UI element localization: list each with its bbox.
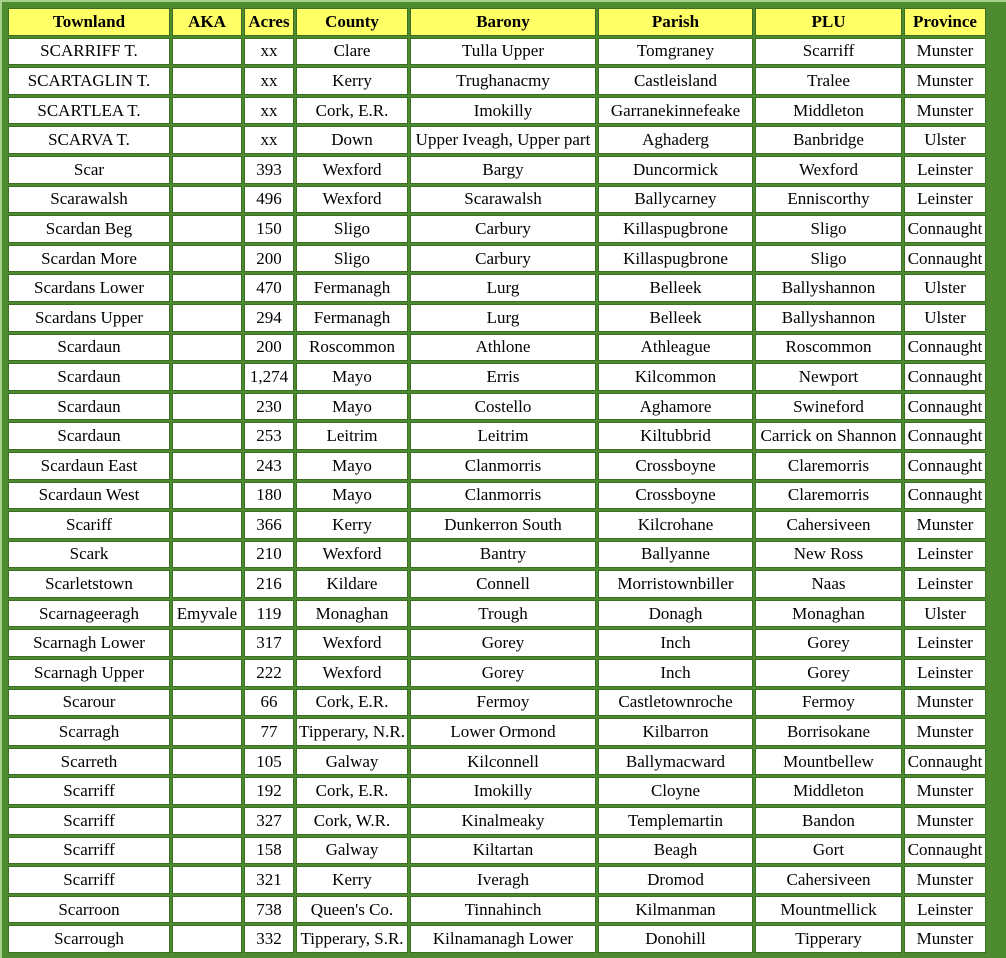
townland-cell: Scarreth [8, 748, 170, 776]
aka-cell [172, 452, 242, 480]
parish-cell: Aghaderg [598, 126, 753, 154]
barony-cell: Fermoy [410, 689, 596, 717]
county-cell: Wexford [296, 659, 408, 687]
plu-cell: Scarriff [755, 38, 902, 66]
table-row [8, 334, 986, 362]
townland-cell: Scarragh [8, 718, 170, 746]
aka-cell [172, 511, 242, 539]
acres-cell: 119 [244, 600, 294, 628]
table-row [8, 718, 986, 746]
barony-cell: Tulla Upper [410, 38, 596, 66]
aka-cell [172, 97, 242, 125]
province-cell: Munster [904, 511, 986, 539]
acres-cell: 470 [244, 274, 294, 302]
aka-cell [172, 67, 242, 95]
province-cell: Munster [904, 67, 986, 95]
column-header-barony[interactable]: Barony [410, 8, 596, 36]
acres-cell: 1,274 [244, 363, 294, 391]
townland-cell: SCARTAGLIN T. [8, 67, 170, 95]
barony-cell: Imokilly [410, 97, 596, 125]
townland-cell: Scarroon [8, 896, 170, 924]
aka-cell [172, 304, 242, 332]
barony-cell: Kinalmeaky [410, 807, 596, 835]
column-header-parish[interactable]: Parish [598, 8, 753, 36]
aka-cell [172, 866, 242, 894]
parish-cell: Killaspugbrone [598, 215, 753, 243]
plu-cell: Enniscorthy [755, 186, 902, 214]
province-cell: Ulster [904, 600, 986, 628]
acres-cell: 105 [244, 748, 294, 776]
parish-cell: Inch [598, 629, 753, 657]
acres-cell: 150 [244, 215, 294, 243]
county-cell: Kerry [296, 67, 408, 95]
aka-cell [172, 156, 242, 184]
barony-cell: Lurg [410, 304, 596, 332]
table-row [8, 807, 986, 835]
townland-cell: Scardaun West [8, 482, 170, 510]
province-cell: Munster [904, 689, 986, 717]
barony-cell: Erris [410, 363, 596, 391]
province-cell: Leinster [904, 659, 986, 687]
table-row [8, 186, 986, 214]
aka-cell [172, 896, 242, 924]
province-cell: Connaught [904, 334, 986, 362]
parish-cell: Belleek [598, 304, 753, 332]
aka-cell [172, 186, 242, 214]
plu-cell: Mountmellick [755, 896, 902, 924]
province-cell: Connaught [904, 393, 986, 421]
county-cell: Sligo [296, 245, 408, 273]
acres-cell: 738 [244, 896, 294, 924]
parish-cell: Cloyne [598, 777, 753, 805]
column-header-province[interactable]: Province [904, 8, 986, 36]
county-cell: Mayo [296, 452, 408, 480]
plu-cell: Tralee [755, 67, 902, 95]
county-cell: Cork, E.R. [296, 97, 408, 125]
townland-cell: Scardans Upper [8, 304, 170, 332]
acres-cell: 294 [244, 304, 294, 332]
table-row [8, 452, 986, 480]
table-row [8, 629, 986, 657]
table-row [8, 126, 986, 154]
county-cell: Wexford [296, 156, 408, 184]
acres-cell: 496 [244, 186, 294, 214]
plu-cell: Ballyshannon [755, 304, 902, 332]
acres-cell: 210 [244, 541, 294, 569]
barony-cell: Kiltartan [410, 837, 596, 865]
parish-cell: Donohill [598, 925, 753, 953]
parish-cell: Templemartin [598, 807, 753, 835]
aka-cell [172, 541, 242, 569]
table-row [8, 689, 986, 717]
barony-cell: Leitrim [410, 422, 596, 450]
county-cell: Leitrim [296, 422, 408, 450]
plu-cell: New Ross [755, 541, 902, 569]
province-cell: Munster [904, 38, 986, 66]
plu-cell: Roscommon [755, 334, 902, 362]
plu-cell: Tipperary [755, 925, 902, 953]
aka-cell [172, 215, 242, 243]
acres-cell: xx [244, 97, 294, 125]
plu-cell: Middleton [755, 97, 902, 125]
plu-cell: Bandon [755, 807, 902, 835]
barony-cell: Upper Iveagh, Upper part [410, 126, 596, 154]
county-cell: Roscommon [296, 334, 408, 362]
table-row [8, 511, 986, 539]
county-cell: Fermanagh [296, 304, 408, 332]
plu-cell: Middleton [755, 777, 902, 805]
county-cell: Monaghan [296, 600, 408, 628]
county-cell: Cork, W.R. [296, 807, 408, 835]
column-header-townland[interactable]: Townland [8, 8, 170, 36]
acres-cell: 321 [244, 866, 294, 894]
column-header-acres[interactable]: Acres [244, 8, 294, 36]
barony-cell: Connell [410, 570, 596, 598]
table-row [8, 274, 986, 302]
townland-cell: Scarriff [8, 837, 170, 865]
plu-cell: Claremorris [755, 482, 902, 510]
townland-cell: Scarletstown [8, 570, 170, 598]
province-cell: Leinster [904, 896, 986, 924]
acres-cell: 180 [244, 482, 294, 510]
province-cell: Leinster [904, 629, 986, 657]
province-cell: Ulster [904, 274, 986, 302]
table-row [8, 245, 986, 273]
acres-cell: 243 [244, 452, 294, 480]
province-cell: Connaught [904, 452, 986, 480]
parish-cell: Kilbarron [598, 718, 753, 746]
county-cell: Mayo [296, 363, 408, 391]
plu-cell: Gorey [755, 659, 902, 687]
province-cell: Ulster [904, 304, 986, 332]
parish-cell: Beagh [598, 837, 753, 865]
townland-cell: Scarriff [8, 866, 170, 894]
parish-cell: Morristownbiller [598, 570, 753, 598]
aka-cell [172, 659, 242, 687]
plu-cell: Mountbellew [755, 748, 902, 776]
plu-cell: Sligo [755, 245, 902, 273]
table-row [8, 422, 986, 450]
aka-cell [172, 38, 242, 66]
townland-cell: SCARVA T. [8, 126, 170, 154]
barony-cell: Trughanacmy [410, 67, 596, 95]
header-row [8, 8, 986, 36]
county-cell: Wexford [296, 629, 408, 657]
province-cell: Leinster [904, 186, 986, 214]
parish-cell: Dromod [598, 866, 753, 894]
townland-cell: Scarawalsh [8, 186, 170, 214]
townland-cell: Scardaun [8, 393, 170, 421]
county-cell: Cork, E.R. [296, 689, 408, 717]
barony-cell: Scarawalsh [410, 186, 596, 214]
townland-cell: Scarour [8, 689, 170, 717]
province-cell: Munster [904, 718, 986, 746]
barony-cell: Carbury [410, 245, 596, 273]
parish-cell: Kilcrohane [598, 511, 753, 539]
acres-cell: 216 [244, 570, 294, 598]
barony-cell: Clanmorris [410, 452, 596, 480]
column-header-aka[interactable]: AKA [172, 8, 242, 36]
barony-cell: Imokilly [410, 777, 596, 805]
aka-cell [172, 422, 242, 450]
table-row [8, 67, 986, 95]
acres-cell: 393 [244, 156, 294, 184]
province-cell: Leinster [904, 541, 986, 569]
parish-cell: Ballycarney [598, 186, 753, 214]
barony-cell: Kilconnell [410, 748, 596, 776]
aka-cell [172, 748, 242, 776]
aka-cell [172, 777, 242, 805]
barony-cell: Gorey [410, 659, 596, 687]
parish-cell: Kilcommon [598, 363, 753, 391]
aka-cell [172, 689, 242, 717]
parish-cell: Killaspugbrone [598, 245, 753, 273]
column-header-plu[interactable]: PLU [755, 8, 902, 36]
aka-cell [172, 393, 242, 421]
aka-cell [172, 807, 242, 835]
aka-cell [172, 274, 242, 302]
table-row [8, 570, 986, 598]
acres-cell: 366 [244, 511, 294, 539]
townland-cell: SCARRIFF T. [8, 38, 170, 66]
aka-cell [172, 629, 242, 657]
townland-cell: Scark [8, 541, 170, 569]
parish-cell: Donagh [598, 600, 753, 628]
townland-cell: Scardaun [8, 363, 170, 391]
province-cell: Connaught [904, 422, 986, 450]
aka-cell [172, 363, 242, 391]
parish-cell: Duncormick [598, 156, 753, 184]
aka-cell [172, 126, 242, 154]
townland-cell: Scar [8, 156, 170, 184]
plu-cell: Swineford [755, 393, 902, 421]
barony-cell: Dunkerron South [410, 511, 596, 539]
parish-cell: Garranekinnefeake [598, 97, 753, 125]
county-cell: Down [296, 126, 408, 154]
barony-cell: Gorey [410, 629, 596, 657]
plu-cell: Cahersiveen [755, 866, 902, 894]
table-row [8, 659, 986, 687]
barony-cell: Lurg [410, 274, 596, 302]
parish-cell: Athleague [598, 334, 753, 362]
aka-cell [172, 718, 242, 746]
table-row [8, 866, 986, 894]
aka-cell [172, 482, 242, 510]
acres-cell: 327 [244, 807, 294, 835]
table-row [8, 156, 986, 184]
province-cell: Munster [904, 777, 986, 805]
table-row [8, 482, 986, 510]
acres-cell: 200 [244, 245, 294, 273]
townland-cell: Scardans Lower [8, 274, 170, 302]
table-body [8, 38, 986, 953]
county-cell: Tipperary, N.R. [296, 718, 408, 746]
table-row [8, 748, 986, 776]
province-cell: Connaught [904, 482, 986, 510]
barony-cell: Kilnamanagh Lower [410, 925, 596, 953]
table-row [8, 837, 986, 865]
barony-cell: Lower Ormond [410, 718, 596, 746]
townland-cell: Scardaun East [8, 452, 170, 480]
province-cell: Connaught [904, 837, 986, 865]
barony-cell: Bargy [410, 156, 596, 184]
acres-cell: xx [244, 67, 294, 95]
plu-cell: Ballyshannon [755, 274, 902, 302]
table-row [8, 304, 986, 332]
table-row [8, 541, 986, 569]
plu-cell: Carrick on Shannon [755, 422, 902, 450]
acres-cell: xx [244, 126, 294, 154]
townland-cell: Scariff [8, 511, 170, 539]
barony-cell: Tinnahinch [410, 896, 596, 924]
county-cell: Galway [296, 748, 408, 776]
townland-cell: Scardan More [8, 245, 170, 273]
parish-cell: Crossboyne [598, 482, 753, 510]
parish-cell: Castleisland [598, 67, 753, 95]
acres-cell: 230 [244, 393, 294, 421]
county-cell: Fermanagh [296, 274, 408, 302]
province-cell: Connaught [904, 748, 986, 776]
province-cell: Leinster [904, 570, 986, 598]
townland-table [6, 6, 988, 955]
plu-cell: Wexford [755, 156, 902, 184]
county-cell: Galway [296, 837, 408, 865]
acres-cell: 158 [244, 837, 294, 865]
plu-cell: Gorey [755, 629, 902, 657]
barony-cell: Carbury [410, 215, 596, 243]
aka-cell [172, 570, 242, 598]
column-header-county[interactable]: County [296, 8, 408, 36]
barony-cell: Athlone [410, 334, 596, 362]
county-cell: Sligo [296, 215, 408, 243]
table-row [8, 363, 986, 391]
province-cell: Connaught [904, 215, 986, 243]
province-cell: Munster [904, 97, 986, 125]
plu-cell: Borrisokane [755, 718, 902, 746]
table-row [8, 777, 986, 805]
plu-cell: Monaghan [755, 600, 902, 628]
table-row [8, 393, 986, 421]
aka-cell: Emyvale [172, 600, 242, 628]
townland-cell: SCARTLEA T. [8, 97, 170, 125]
plu-cell: Banbridge [755, 126, 902, 154]
barony-cell: Clanmorris [410, 482, 596, 510]
plu-cell: Fermoy [755, 689, 902, 717]
barony-cell: Bantry [410, 541, 596, 569]
parish-cell: Crossboyne [598, 452, 753, 480]
county-cell: Wexford [296, 541, 408, 569]
aka-cell [172, 245, 242, 273]
county-cell: Wexford [296, 186, 408, 214]
barony-cell: Trough [410, 600, 596, 628]
province-cell: Connaught [904, 245, 986, 273]
table-row [8, 896, 986, 924]
acres-cell: 222 [244, 659, 294, 687]
table-row [8, 38, 986, 66]
plu-cell: Gort [755, 837, 902, 865]
parish-cell: Castletownroche [598, 689, 753, 717]
townland-cell: Scarnagh Lower [8, 629, 170, 657]
table-row [8, 97, 986, 125]
townland-cell: Scardan Beg [8, 215, 170, 243]
townland-cell: Scarrough [8, 925, 170, 953]
townland-cell: Scardaun [8, 334, 170, 362]
acres-cell: 253 [244, 422, 294, 450]
acres-cell: 77 [244, 718, 294, 746]
townland-cell: Scarriff [8, 777, 170, 805]
county-cell: Queen's Co. [296, 896, 408, 924]
province-cell: Leinster [904, 156, 986, 184]
plu-cell: Newport [755, 363, 902, 391]
county-cell: Cork, E.R. [296, 777, 408, 805]
county-cell: Clare [296, 38, 408, 66]
acres-cell: 200 [244, 334, 294, 362]
acres-cell: 332 [244, 925, 294, 953]
province-cell: Munster [904, 866, 986, 894]
province-cell: Ulster [904, 126, 986, 154]
acres-cell: 317 [244, 629, 294, 657]
townland-cell: Scarnageeragh [8, 600, 170, 628]
parish-cell: Kilmanman [598, 896, 753, 924]
parish-cell: Tomgraney [598, 38, 753, 66]
barony-cell: Iveragh [410, 866, 596, 894]
county-cell: Mayo [296, 393, 408, 421]
acres-cell: 66 [244, 689, 294, 717]
plu-cell: Sligo [755, 215, 902, 243]
aka-cell [172, 837, 242, 865]
county-cell: Kerry [296, 511, 408, 539]
aka-cell [172, 334, 242, 362]
province-cell: Munster [904, 925, 986, 953]
county-cell: Tipperary, S.R. [296, 925, 408, 953]
plu-cell: Naas [755, 570, 902, 598]
acres-cell: 192 [244, 777, 294, 805]
table-row [8, 215, 986, 243]
townland-cell: Scarnagh Upper [8, 659, 170, 687]
plu-cell: Cahersiveen [755, 511, 902, 539]
plu-cell: Claremorris [755, 452, 902, 480]
parish-cell: Kiltubbrid [598, 422, 753, 450]
table-row [8, 600, 986, 628]
acres-cell: xx [244, 38, 294, 66]
parish-cell: Inch [598, 659, 753, 687]
parish-cell: Ballyanne [598, 541, 753, 569]
townland-cell: Scardaun [8, 422, 170, 450]
parish-cell: Aghamore [598, 393, 753, 421]
table-row [8, 925, 986, 953]
parish-cell: Ballymacward [598, 748, 753, 776]
province-cell: Munster [904, 807, 986, 835]
county-cell: Mayo [296, 482, 408, 510]
county-cell: Kildare [296, 570, 408, 598]
townland-cell: Scarriff [8, 807, 170, 835]
aka-cell [172, 925, 242, 953]
parish-cell: Belleek [598, 274, 753, 302]
province-cell: Connaught [904, 363, 986, 391]
county-cell: Kerry [296, 866, 408, 894]
barony-cell: Costello [410, 393, 596, 421]
